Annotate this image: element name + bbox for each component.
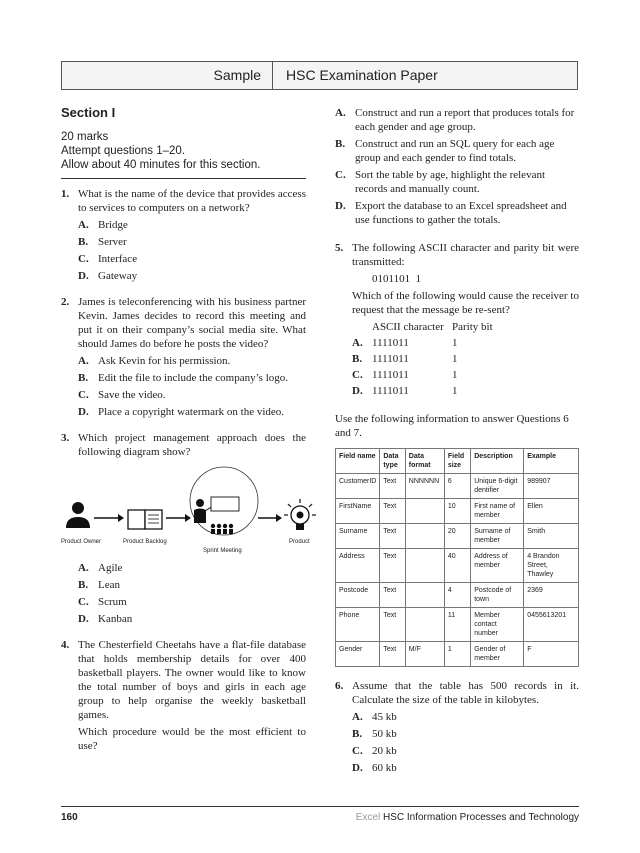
- option-letter: B.: [352, 728, 363, 740]
- option-letter: D.: [335, 200, 346, 212]
- table-header-row: [336, 449, 579, 474]
- option: [335, 199, 579, 227]
- option-ascii: 1111011: [372, 385, 409, 397]
- table-row: [336, 474, 579, 499]
- table-cell: [405, 583, 444, 608]
- option-text: Scrum: [98, 596, 127, 608]
- question-number: 3.: [61, 432, 70, 444]
- arrow-head-icon: [118, 514, 124, 522]
- arrow-head-icon: [276, 514, 282, 522]
- product-backlog-icon: [128, 510, 162, 529]
- option-letter: D.: [78, 270, 89, 282]
- option: [335, 168, 579, 196]
- question-number: 2.: [61, 296, 70, 308]
- header-title: HSC Examination Paper: [286, 67, 438, 83]
- table-cell: Member contact number: [471, 608, 524, 642]
- table-cell: 4: [444, 583, 470, 608]
- option: [78, 578, 306, 592]
- table-cell: Text: [380, 524, 405, 549]
- option-parity: 1: [452, 385, 458, 397]
- info-instruction: Use the following information to answer Questions 6 and 7.: [335, 413, 569, 439]
- table-cell: F: [524, 642, 579, 667]
- option-letter: B.: [78, 579, 89, 591]
- table-cell: FirstName: [336, 499, 380, 524]
- option: [352, 710, 579, 724]
- table-row: [336, 499, 579, 524]
- footer-brand: Excel: [355, 812, 381, 823]
- footer-title: [356, 812, 579, 823]
- question-text: James is teleconferencing with his business partner Kevin. James decides to record this meeting and put it on their company’s social media site. What should James do before he posts the video?: [78, 296, 306, 350]
- question-5: [335, 241, 579, 400]
- table-cell: Unique 6-digit dentifier: [471, 474, 524, 499]
- left-column: [61, 105, 310, 765]
- option-letter: C.: [352, 745, 363, 757]
- table-cell: Phone: [336, 608, 380, 642]
- option: [78, 269, 306, 283]
- question-number: 6.: [335, 680, 344, 692]
- option-letter: D.: [78, 406, 89, 418]
- option: [352, 368, 579, 384]
- footer-divider: [61, 806, 579, 807]
- option-text: 45 kb: [372, 711, 397, 723]
- table-row: [336, 549, 579, 583]
- table-cell: Text: [380, 642, 405, 667]
- question-text: Which project management approach does the following diagram show?: [78, 432, 306, 458]
- option-letter: C.: [335, 169, 346, 181]
- table-cell: 6: [444, 474, 470, 499]
- question-4-options: [335, 106, 579, 227]
- question-text: The Chesterfield Cheetahs have a flat-file database that holds membership details for over 400 basketball players. The owner would like to know the total number of boys and girls in each age group to help organise the weekly basketball games.: [78, 639, 306, 721]
- option-letter: B.: [78, 372, 89, 384]
- question-2: [61, 295, 306, 419]
- table-cell: 989907: [524, 474, 579, 499]
- question-6: [335, 679, 579, 775]
- option: [78, 561, 306, 575]
- table-cell: Address: [336, 549, 380, 583]
- table-cell: [405, 524, 444, 549]
- option-text: Kanban: [98, 613, 133, 625]
- table-cell: 4 Brandon Street, Thawley: [524, 549, 579, 583]
- section-time: Allow about 40 minutes for this section.: [61, 159, 261, 171]
- section-marks: 20 marks: [61, 131, 109, 143]
- option-letter: D.: [352, 762, 363, 774]
- table-cell: [405, 608, 444, 642]
- question-3: [61, 431, 310, 626]
- parity-col-header: Parity bit: [452, 321, 493, 333]
- question-prompt: Which procedure would be the most efficient to use?: [78, 726, 306, 752]
- option-letter: B.: [78, 236, 89, 248]
- option-text: Export the database to an Excel spreadsheet and use functions to gather the totals.: [355, 200, 567, 226]
- option-text: Construct and run a report that produces totals for each gender and age group.: [355, 107, 575, 133]
- option-text: Lean: [98, 579, 120, 591]
- option-letter: A.: [335, 107, 346, 119]
- option-text: Edit the file to include the company’s logo.: [98, 372, 289, 384]
- table-row: [336, 608, 579, 642]
- table-cell: 0455613201: [524, 608, 579, 642]
- option-text: 20 kb: [372, 745, 397, 757]
- option-ascii: 1111011: [372, 353, 409, 365]
- option-text: Ask Kevin for his permission.: [98, 355, 231, 367]
- table-cell: Smith: [524, 524, 579, 549]
- option-letter: C.: [78, 253, 89, 265]
- option: [335, 106, 579, 134]
- option: [78, 595, 306, 609]
- table-cell: [405, 549, 444, 583]
- option-text: Sort the table by age, highlight the relevant records and manually count.: [355, 169, 546, 195]
- table-cell: 40: [444, 549, 470, 583]
- table-header-cell: Data format: [405, 449, 444, 474]
- section-title: Section I: [61, 105, 116, 120]
- table-cell: Text: [380, 474, 405, 499]
- option: [352, 384, 579, 400]
- scrum-diagram: [61, 463, 310, 554]
- table-header-cell: Field name: [336, 449, 380, 474]
- option: [78, 354, 306, 368]
- table-cell: 11: [444, 608, 470, 642]
- right-column: [335, 106, 579, 787]
- table-header-cell: Description: [471, 449, 524, 474]
- option-parity: 1: [452, 337, 458, 349]
- option-letter: C.: [352, 369, 363, 381]
- table-cell: Surname of member: [471, 524, 524, 549]
- diagram-label-backlog: Product Backlog: [123, 539, 167, 545]
- header-sample: Sample: [62, 62, 273, 89]
- option-parity: 1: [452, 353, 458, 365]
- table-cell: NNNNNN: [405, 474, 444, 499]
- option-ascii: 1111011: [372, 337, 409, 349]
- table-cell: Gender: [336, 642, 380, 667]
- transmitted-bits: 0101101 1: [372, 273, 422, 285]
- option-letter: A.: [78, 355, 89, 367]
- option-letter: A.: [78, 562, 89, 574]
- question-text: Assume that the table has 500 records in it. Calculate the size of the table in kilobytes.: [352, 680, 579, 706]
- diagram-label-sprint: Sprint Meeting: [203, 548, 242, 554]
- question-text: What is the name of the device that provides access to services to computers on a network?: [78, 188, 306, 214]
- option-text: Construct and run an SQL query for each age group and each gender to find totals.: [355, 138, 555, 164]
- option: [352, 727, 579, 741]
- table-cell: M/F: [405, 642, 444, 667]
- question-text: The following ASCII character and parity bit were transmitted:: [352, 242, 579, 268]
- diagram-label-owner: Product Owner: [61, 539, 102, 545]
- option-text: Agile: [98, 562, 123, 574]
- table-cell: Gender of member: [471, 642, 524, 667]
- page-number: 160: [61, 812, 78, 823]
- option-letter: A.: [352, 711, 363, 723]
- table-header-cell: Example: [524, 449, 579, 474]
- option-text: Gateway: [98, 270, 138, 282]
- option: [335, 137, 579, 165]
- question-number: 1.: [61, 188, 70, 200]
- footer-book-title: HSC Information Processes and Technology: [382, 812, 579, 823]
- option-text: Interface: [98, 253, 138, 265]
- table-cell: Text: [380, 583, 405, 608]
- table-cell: 2369: [524, 583, 579, 608]
- option: [352, 744, 579, 758]
- table-cell: 20: [444, 524, 470, 549]
- table-cell: Text: [380, 499, 405, 524]
- table-cell: 10: [444, 499, 470, 524]
- option: [78, 218, 306, 232]
- table-cell: Text: [380, 608, 405, 642]
- option-text: Bridge: [98, 219, 128, 231]
- table-cell: Ellen: [524, 499, 579, 524]
- table-row: [336, 642, 579, 667]
- option-letter: B.: [335, 138, 346, 150]
- table-cell: Surname: [336, 524, 380, 549]
- option: [352, 761, 579, 775]
- question-prompt: Which of the following would cause the receiver to request that the message be re-sent?: [352, 290, 579, 316]
- arrow-head-icon: [185, 514, 191, 522]
- product-lightbulb-icon: [284, 499, 316, 530]
- option-text: Place a copyright watermark on the video.: [98, 406, 285, 418]
- option-parity: 1: [452, 369, 458, 381]
- option-letter: A.: [352, 337, 363, 349]
- option-letter: B.: [352, 353, 363, 365]
- option: [352, 352, 579, 368]
- question-4: [61, 638, 306, 753]
- option: [78, 235, 306, 249]
- table-header-cell: Data type: [380, 449, 405, 474]
- option-letter: C.: [78, 389, 89, 401]
- option-letter: D.: [78, 613, 89, 625]
- option: [78, 405, 306, 419]
- ascii-col-header: ASCII character: [372, 321, 444, 333]
- table-row: [336, 524, 579, 549]
- option-letter: C.: [78, 596, 89, 608]
- table-cell: Address of member: [471, 549, 524, 583]
- option-ascii: 1111011: [372, 369, 409, 381]
- question-number: 4.: [61, 639, 70, 651]
- option: [78, 371, 306, 385]
- table-cell: Text: [380, 549, 405, 583]
- table-header-cell: Field size: [444, 449, 470, 474]
- table-cell: [405, 499, 444, 524]
- table-cell: 1: [444, 642, 470, 667]
- option-text: Server: [98, 236, 127, 248]
- diagram-label-product: Product: [289, 539, 310, 545]
- option: [78, 388, 306, 402]
- option: [78, 612, 306, 626]
- table-row: [336, 583, 579, 608]
- option: [352, 336, 579, 352]
- option-text: 60 kb: [372, 762, 397, 774]
- data-dictionary-table: [335, 448, 579, 667]
- ascii-header-row: [352, 320, 579, 336]
- question-number: 5.: [335, 242, 344, 254]
- table-cell: Postcode of town: [471, 583, 524, 608]
- product-owner-icon: [66, 502, 90, 528]
- table-cell: First name of member: [471, 499, 524, 524]
- option-text: Save the video.: [98, 389, 166, 401]
- table-cell: CustomerID: [336, 474, 380, 499]
- table-cell: Postcode: [336, 583, 380, 608]
- option: [78, 252, 306, 266]
- page-header: [61, 61, 578, 90]
- option-letter: D.: [352, 385, 363, 397]
- section-divider: [61, 178, 306, 179]
- option-letter: A.: [78, 219, 89, 231]
- question-1: [61, 187, 306, 283]
- section-attempt: Attempt questions 1–20.: [61, 145, 186, 157]
- option-text: 50 kb: [372, 728, 397, 740]
